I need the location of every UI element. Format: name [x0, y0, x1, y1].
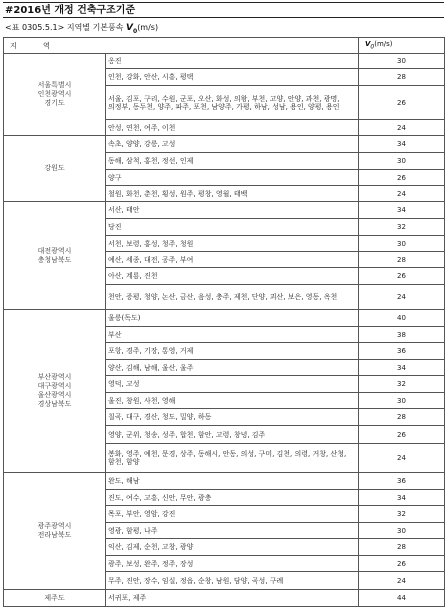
region-name: 대전광역시 [37, 246, 72, 255]
speed-cell: 26 [359, 556, 445, 572]
areas-cell: 양구 [106, 170, 359, 186]
header-speed [359, 38, 445, 54]
speed-cell: 36 [359, 343, 445, 360]
areas-cell: 목포, 부안, 영암, 강진 [106, 506, 359, 523]
areas-cell: 안성, 연천, 여주, 이천 [106, 120, 359, 136]
areas-cell: 영광, 함평, 나주 [106, 523, 359, 539]
speed-cell: 28 [359, 409, 445, 426]
speed-cell: 36 [359, 473, 445, 490]
areas-cell: 옹진 [106, 54, 359, 69]
region-name: 부산광역시 [37, 373, 72, 381]
speed-cell: 44 [359, 590, 445, 607]
areas-cell: 예산, 세종, 대전, 공주, 부여 [106, 252, 359, 268]
table-row [4, 473, 445, 490]
speed-cell: 26 [359, 170, 445, 186]
speed-cell: 32 [359, 376, 445, 393]
speed-cell: 24 [359, 444, 445, 473]
speed-cell: 28 [359, 69, 445, 86]
speed-cell: 30 [359, 236, 445, 252]
region-name: 경기도 [44, 99, 65, 107]
region-name: 제주도 [44, 593, 65, 602]
table-caption [5, 22, 158, 37]
speed-cell: 30 [359, 393, 445, 409]
areas-cell: 광주, 보성, 완주, 정주, 장성 [106, 556, 359, 572]
areas-cell: 아산, 계룡, 진천 [106, 268, 359, 285]
document-title: #2016년 개정 건축구조기준 [3, 2, 444, 18]
areas-cell: 서울, 김포, 구리, 수원, 군포, 오산, 화성, 의왕, 부천, 고양, 안양, 과천, 광명, 의정부, 동두천, 양주, 파주, 포천, 남양주, 가평, 하남, 성남, 용인, 양평, 용인 [106, 86, 359, 120]
speed-cell: 30 [359, 523, 445, 539]
areas-cell: 무주, 진안, 장수, 임실, 정읍, 순창, 남원, 담양, 곡성, 구례 [106, 572, 359, 590]
areas-cell: 포항, 경주, 기장, 통영, 거제 [106, 343, 359, 360]
caption-unit: (m/s) [137, 23, 159, 32]
areas-cell: 익산, 김제, 순천, 고창, 광양 [106, 539, 359, 556]
region-cell [4, 54, 106, 136]
areas-cell: 서천, 보령, 홍성, 청주, 청원 [106, 236, 359, 252]
region-cell [4, 136, 106, 202]
speed-cell: 26 [359, 268, 445, 285]
areas-cell: 인천, 강화, 안산, 시흥, 평택 [106, 69, 359, 86]
region-name: 광주광역시 [37, 522, 72, 530]
table-header-row [4, 38, 445, 54]
speed-cell: 34 [359, 360, 445, 376]
region-cell [4, 473, 106, 590]
speed-cell: 34 [359, 136, 445, 153]
table-body [4, 54, 445, 607]
areas-cell: 칠곡, 대구, 경산, 청도, 밀양, 하동 [106, 409, 359, 426]
speed-cell: 34 [359, 490, 445, 506]
speed-cell: 24 [359, 285, 445, 310]
areas-cell: 울릉(독도) [106, 310, 359, 327]
region-cell [4, 310, 106, 473]
region-name: 대구광역시 [37, 382, 72, 390]
areas-cell: 진도, 여수, 고흥, 신안, 무안, 광충 [106, 490, 359, 506]
areas-cell: 철원, 화천, 춘천, 횡성, 원주, 평창, 영월, 태백 [106, 186, 359, 202]
areas-cell: 봉화, 영주, 예천, 문경, 상주, 동해시, 안동, 의성, 구미, 김천, 의령, 거창, 산청, 함천, 함양 [106, 444, 359, 473]
speed-cell: 24 [359, 186, 445, 202]
region-name: 경상남북도 [37, 400, 72, 408]
header-speed-subscript: 0 [370, 43, 375, 51]
speed-cell: 38 [359, 327, 445, 343]
areas-cell: 당진 [106, 219, 359, 236]
speed-cell: 30 [359, 54, 445, 69]
areas-cell: 서귀포, 제주 [106, 590, 359, 607]
region-name: 전라남북도 [37, 531, 72, 539]
areas-cell: 동해, 삼척, 홍천, 정선, 인제 [106, 153, 359, 170]
areas-cell: 영양, 군위, 청송, 성주, 합천, 함안, 고령, 창녕, 김주 [106, 426, 359, 444]
speed-cell: 26 [359, 86, 445, 120]
header-region: 지 역 [4, 38, 359, 54]
region-cell [4, 202, 106, 310]
speed-cell: 24 [359, 572, 445, 590]
areas-cell: 서산, 태안 [106, 202, 359, 219]
region-name: 인천광역시 [37, 90, 72, 98]
areas-cell: 부산 [106, 327, 359, 343]
areas-cell: 울진, 창원, 사천, 영해 [106, 393, 359, 409]
table-row [4, 590, 445, 607]
region-cell [4, 590, 106, 607]
areas-cell: 속초, 양양, 강릉, 고성 [106, 136, 359, 153]
header-speed-symbol: V [365, 39, 371, 48]
speed-cell: 28 [359, 539, 445, 556]
region-name: 울산광역시 [37, 391, 72, 399]
areas-cell: 완도, 해남 [106, 473, 359, 490]
speed-cell: 24 [359, 120, 445, 136]
speed-cell: 32 [359, 506, 445, 523]
region-name: 강원도 [44, 164, 65, 172]
speed-cell: 40 [359, 310, 445, 327]
speed-cell: 28 [359, 252, 445, 268]
wind-speed-table [3, 37, 445, 607]
speed-cell: 34 [359, 202, 445, 219]
caption-prefix: <표 0305.5.1> 지역별 기본풍속 [5, 23, 124, 32]
speed-cell: 32 [359, 219, 445, 236]
table-row [4, 310, 445, 327]
table-row [4, 202, 445, 219]
table-row [4, 54, 445, 69]
speed-cell: 30 [359, 153, 445, 170]
speed-cell: 26 [359, 426, 445, 444]
areas-cell: 양산, 김해, 남해, 울산, 울주 [106, 360, 359, 376]
region-name: 충청남북도 [37, 255, 72, 264]
header-speed-unit: (m/s) [374, 39, 393, 48]
areas-cell: 천안, 증평, 청양, 논산, 금산, 음성, 충주, 제천, 단양, 괴산, 보은, 영동, 옥천 [106, 285, 359, 310]
areas-cell: 영덕, 고성 [106, 376, 359, 393]
caption-subscript: 0 [133, 27, 138, 35]
caption-symbol: V [126, 23, 133, 33]
region-name: 서울특별시 [37, 81, 72, 89]
table-row [4, 136, 445, 153]
